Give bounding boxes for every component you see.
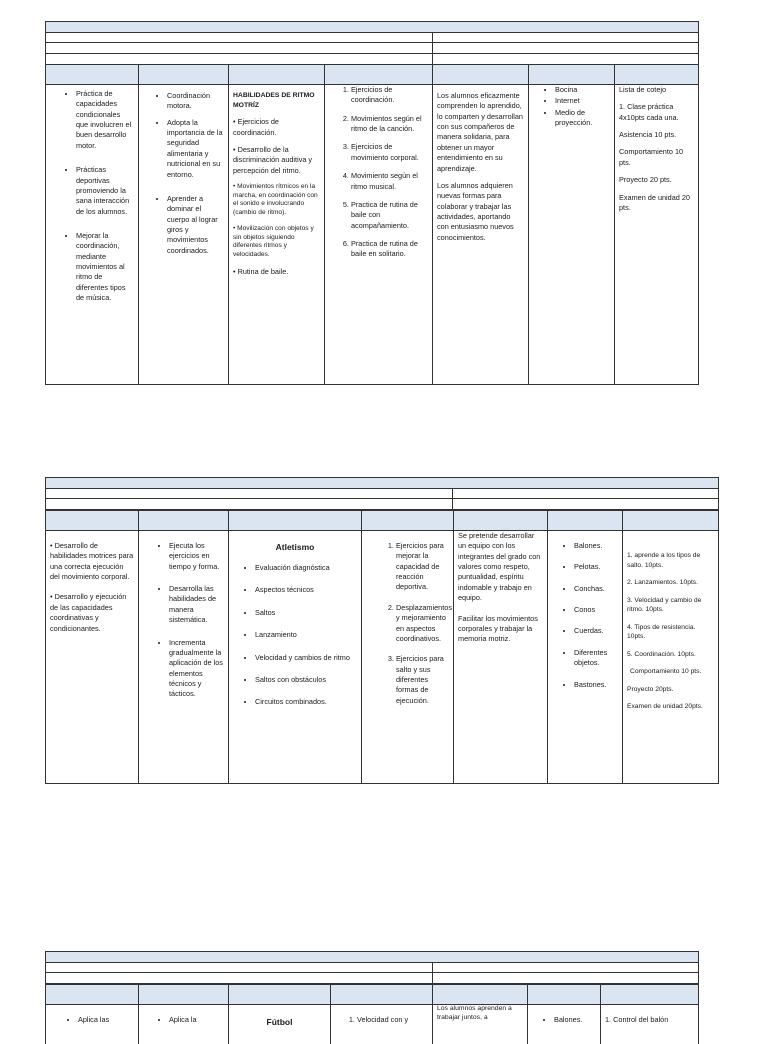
table1-content-row <box>45 84 699 385</box>
table2-info-row-1 <box>45 488 719 498</box>
table3-header-cell <box>330 985 432 1004</box>
table3-col-contents <box>228 1005 330 1044</box>
table3-col-attitudes <box>432 1005 527 1044</box>
content-item: • Movimientos rítmicos en la marcha, en coordinación con el sonido e involucrando (cambio de ritmo). <box>233 183 318 217</box>
list-item: • Bastones. <box>574 680 618 690</box>
list-item: • Saltos <box>255 608 357 618</box>
table3-header-cell <box>432 985 527 1004</box>
list-item: • Pelotas. <box>574 562 618 572</box>
evaluation-item: 5. Coordinación. 10pts. <box>627 650 696 658</box>
table2-col-purposes <box>46 531 138 783</box>
content-heading: HABILIDADES DE RITMO MOTRÍZ <box>233 92 315 109</box>
list-item: 5. Practica de rutina de baile con acompañamiento. <box>351 200 428 231</box>
evaluation-item: 2. Lanzamientos. 10pts. <box>627 579 699 587</box>
table1-col-attitudes <box>432 85 528 384</box>
table2-info-row-2 <box>45 498 719 509</box>
table2-col-activities <box>361 531 453 783</box>
list-item: 2. Desplazamientos y mejoramiento en aspectos coordinativos. <box>396 603 449 644</box>
table2-header-cell <box>453 511 547 530</box>
evaluation-item: 1. Control del balón <box>605 1015 669 1024</box>
table1-header-row <box>45 64 699 84</box>
list-item: • Evaluación diagnóstica <box>255 563 357 573</box>
table2-col-attitudes <box>453 531 547 783</box>
content-heading: Fútbol <box>266 1017 293 1027</box>
list-item: • Incrementa gradualmente la aplicación de los elementos técnicos y tácticos. <box>169 638 224 700</box>
table1-header-cell <box>46 65 138 84</box>
attitude-text: Los alumnos aprenden a trabajar juntos, a <box>437 1005 512 1021</box>
list-item: • Prácticas deportivas promoviendo la sana interacción de los alumnos. <box>76 165 134 217</box>
evaluation-item: Comportamiento 10 pts. <box>619 147 684 167</box>
evaluation-item: Proyecto 20pts. <box>627 685 674 693</box>
table2-col-evaluation <box>622 531 718 783</box>
table2-header-cell <box>228 511 361 530</box>
table2-header-cell <box>46 511 138 530</box>
table3-header-cell <box>46 985 138 1004</box>
table2-content-row <box>45 530 719 784</box>
list-item: • Aplica la <box>169 1015 224 1025</box>
evaluation-item: 4. Tipos de resistencia. 10pts. <box>627 623 696 641</box>
list-item: 3. Ejercicios de movimiento corporal. <box>351 142 428 163</box>
content-item: • Ejercicios de coordinación. <box>233 117 279 137</box>
planning-table-3 <box>45 951 699 1027</box>
table3-title-bar <box>45 951 699 962</box>
list-item: • Conos <box>574 605 618 615</box>
table1-header-cell <box>228 65 324 84</box>
purpose-text: • Desarrollo y ejecución de las capacidades coordinativas y condicionantes. <box>50 592 127 633</box>
evaluation-item: Comportamiento 10 pts. <box>630 668 702 676</box>
table1-header-cell <box>614 65 698 84</box>
attitude-text: Se pretende desarrollar un equipo con los integrantes del grado con valores como respeto, puntualidad, espíritu indomable y trabajo en equipo. <box>458 531 541 603</box>
table2-title-bar <box>45 477 719 488</box>
table1-info-row-2 <box>45 42 699 53</box>
table3-info-row-1 <box>45 962 699 972</box>
table3-header-cell <box>138 985 228 1004</box>
attitude-text: Los alumnos eficazmente comprenden lo aprendido, lo comparten y desarrollan con sus compañeros de manera solidaria, para obtener un mayor entendimiento en su aprendizaje. <box>437 91 523 173</box>
table3-header-cell <box>527 985 600 1004</box>
list-item: • Coordinación motora. <box>167 91 224 112</box>
content-item: • Desarrollo de la discriminación auditiva y percepción del ritmo. <box>233 145 313 175</box>
list-item: • Ejecuta los ejercicios en tiempo y forma. <box>169 541 224 572</box>
evaluation-item: Examen de unidad 20 pts. <box>619 192 690 212</box>
evaluation-item: 3. Velocidad y cambio de ritmo. 10pts. <box>627 596 702 614</box>
evaluation-item: Asistencia 10 pts. <box>619 130 677 140</box>
table3-header-cell <box>600 985 698 1004</box>
list-item: • Mejorar la coordinación, mediante movimientos al ritmo de diferentes tipos de música. <box>76 231 134 304</box>
evaluation-item: 1. aprende a los tipos de salto. 10pts. <box>627 552 701 569</box>
list-item: 4. Movimiento según el ritmo musical. <box>351 171 428 192</box>
content-item: • Rutina de baile. <box>233 266 289 276</box>
list-item: • Adopta la importancia de la seguridad alimentaria y nutricional en su entorno. <box>167 118 224 180</box>
evaluation-item: 1. Clase práctica 4x10pts cada una. <box>619 102 679 122</box>
evaluation-item: Proyecto 20 pts. <box>619 175 672 185</box>
list-item: • Práctica de capacidades condicionales que involucren el buen desarrollo motor. <box>76 89 134 151</box>
list-item: • Saltos con obstáculos <box>255 675 357 685</box>
list-item: • Balones. <box>554 1015 596 1025</box>
table2-col-learnings <box>138 531 228 783</box>
table3-col-evaluation <box>600 1005 698 1044</box>
list-item: • Balones. <box>574 541 618 551</box>
table1-col-evaluation <box>614 85 698 384</box>
list-item: • Bocina <box>555 85 610 95</box>
list-item: • Desarrolla las habilidades de manera sistemática. <box>169 584 224 625</box>
table1-col-contents <box>228 85 324 384</box>
list-item: 2. Movimientos según el ritmo de la canción. <box>351 114 428 135</box>
table1-header-cell <box>432 65 528 84</box>
table1-info-row-1 <box>45 32 699 42</box>
list-item: • Diferentes objetos. <box>574 648 618 669</box>
purpose-text: • Desarrollo de habilidades motrices para una correcta ejecución del movimiento corporal. <box>50 541 134 582</box>
list-item: • Circuitos combinados. <box>255 697 357 707</box>
table3-header-cell <box>228 985 330 1004</box>
table3-col-activities <box>330 1005 432 1044</box>
table2-col-contents <box>228 531 361 783</box>
table3-header-row <box>45 984 699 1004</box>
list-item: • Lanzamiento <box>255 630 357 640</box>
table1-header-cell <box>138 65 228 84</box>
table1-col-learnings <box>138 85 228 384</box>
planning-table-2 <box>45 477 719 784</box>
list-item: • Aspectos técnicos <box>255 585 357 595</box>
list-item: 1. Velocidad con y <box>357 1015 428 1025</box>
table1-col-purposes <box>46 85 138 384</box>
list-item: • Cuerdas. <box>574 626 618 636</box>
attitude-text: Los alumnos adquieren nuevas formas para colaborar y trabajar las actividades, aportando con entusiasmo nuevos conocimientos. <box>437 180 514 242</box>
table2-col-resources <box>547 531 622 783</box>
table3-col-resources <box>527 1005 600 1044</box>
list-item: 3. Ejercicios para salto y sus diferentes formas de ejecución. <box>396 654 449 706</box>
table3-col-learnings <box>138 1005 228 1044</box>
list-item: • Aplica las <box>78 1015 134 1025</box>
table3-content-row <box>45 1004 699 1044</box>
table2-header-cell <box>361 511 453 530</box>
table3-col-purposes <box>46 1005 138 1044</box>
planning-table-1 <box>45 21 699 385</box>
table2-header-row <box>45 510 719 530</box>
table1-info-row-3 <box>45 53 699 64</box>
attitude-text: Facilitar los movimientos corporales y trabajar la memoria motriz. <box>458 613 538 644</box>
table1-header-cell <box>324 65 432 84</box>
list-item: 1. Ejercicios para mejorar la capacidad de reacción deportiva. <box>396 541 449 593</box>
table2-header-cell <box>138 511 228 530</box>
content-item: • Movilización con objetos y sin objetos siguiendo diferentes ritmos y velocidades. <box>233 224 314 258</box>
list-item: • Conchas. <box>574 584 618 594</box>
list-item: • Aprender a dominar el cuerpo al lograr giros y movimientos coordinados. <box>167 194 224 256</box>
table1-col-activities <box>324 85 432 384</box>
table3-info-row-2 <box>45 972 699 983</box>
list-item: 6. Practica de rutina de baile en solitario. <box>351 239 428 260</box>
list-item: • Internet <box>555 96 610 106</box>
table1-title-bar <box>45 21 699 32</box>
list-item: • Velocidad y cambios de ritmo <box>255 653 357 663</box>
table1-col-resources <box>528 85 614 384</box>
evaluation-item: Lista de cotejo <box>619 85 667 94</box>
list-item: 1. Ejercicios de coordinación. <box>351 85 428 106</box>
table1-header-cell <box>528 65 614 84</box>
table2-header-cell <box>622 511 718 530</box>
list-item: • Medio de proyección. <box>555 108 610 129</box>
table2-header-cell <box>547 511 622 530</box>
evaluation-item: Examen de unidad 20pts. <box>627 703 703 711</box>
content-heading: Atletismo <box>275 542 315 552</box>
